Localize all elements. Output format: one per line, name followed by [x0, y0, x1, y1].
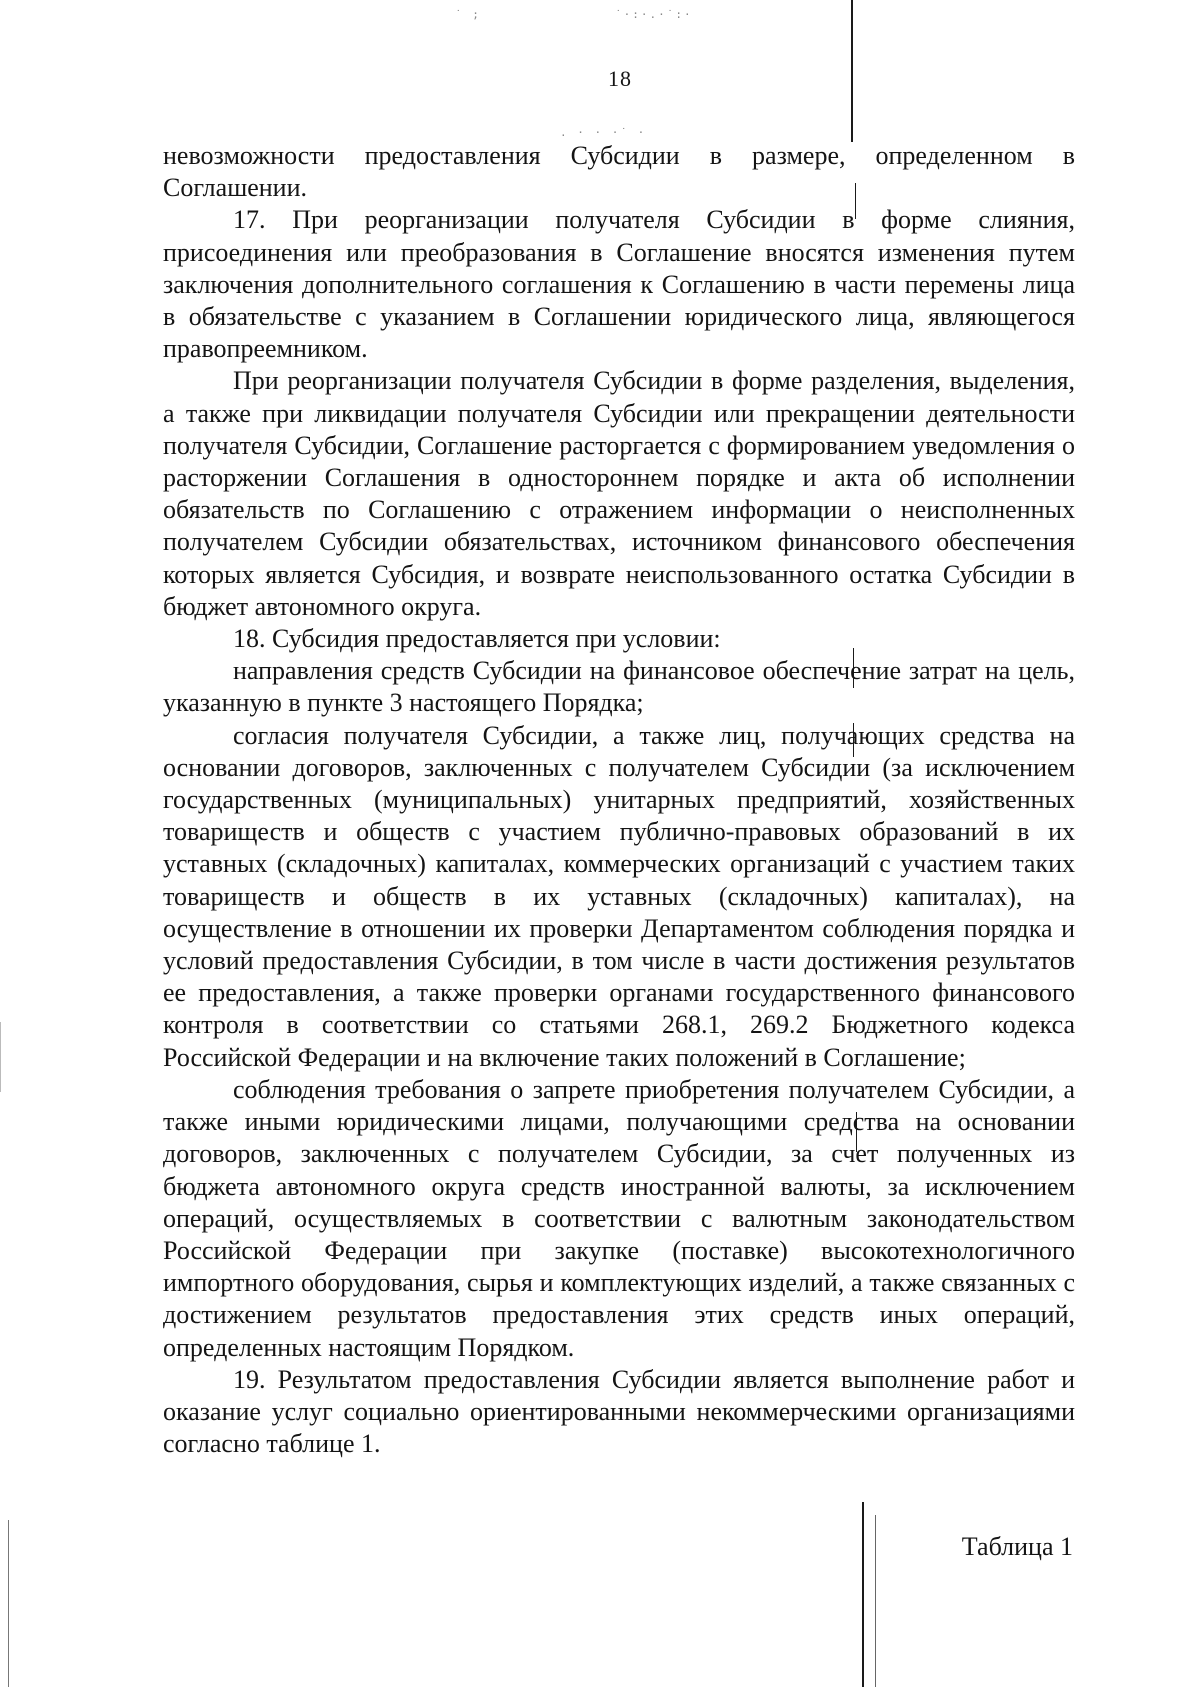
paragraph: невозможности предоставления Субсидии в размере, определенном в Соглашении. [163, 141, 1075, 203]
page-number: 18 [608, 66, 632, 91]
body-text [163, 140, 1075, 1460]
scan-artifact-line [0, 1022, 1, 1092]
scan-artifact-line [875, 1515, 876, 1687]
scan-artifact-line [8, 1520, 9, 1687]
paragraph: соблюдения требования о запрете приобретения получателем Субсидии, а также иными юридическими лицами, получающими средства на основании договоров, заключенных с получателем Субсидии, за счет полученных из бюджета автономного округа средств иностранной валюты, за исключением операций, осуществляемых в соответствии с валютным законодательством Российской Федерации при закупке (поставке) высокотехнологичного импортного оборудования, сырья и комплектующих изделий, а также связанных с достижением результатов предоставления этих средств иных операций, определенных настоящим Порядком. [163, 1074, 1075, 1362]
paragraph: При реорганизации получателя Субсидии в форме разделения, выделения, а также при ликвидации получателя Субсидии или прекращении деятельности получателя Субсидии, Соглашение расторгается с формированием уведомления о расторжении Соглашения в одностороннем порядке и акта об исполнении обязательств по Соглашению с отражением информации о неисполненных получателем Субсидии обязательствах, источником финансового обеспечения которых является Субсидия, и возврате неиспользованного остатка Субсидии в бюджет автономного округа. [163, 366, 1075, 621]
paragraph: 19. Результатом предоставления Субсидии является выполнение работ и оказание услуг социально ориентированными некоммерческими организациями согласно таблице 1. [163, 1364, 1075, 1459]
paragraph: 17. При реорганизации получателя Субсидии в форме слияния, присоединения или преобразования в Соглашение вносятся изменения путем заключения дополнительного соглашения к Соглашению в части перемены лица в обязательстве с указанием в Соглашении юридического лица, являющегося правопреемником. [163, 205, 1075, 364]
scan-artifact-speck: ˙·:·.·˙:· [615, 8, 693, 21]
scan-artifact-speck: ˙ ; [455, 8, 481, 21]
paragraph: 18. Субсидия предоставляется при условии: [233, 624, 721, 654]
table-caption: Таблица 1 [961, 1532, 1073, 1561]
scan-artifact-line [862, 1502, 864, 1687]
scan-artifact-speck: . · · ·˙ · [560, 126, 647, 139]
paragraph: согласия получателя Субсидии, а также лиц, получающих средства на основании договоров, заключенных с получателем Субсидии (за исключением государственных (муниципальных) унитарных предприятий, хозяйственных товариществ и обществ с участием публично-правовых образований в их уставных (складочных) капиталах, коммерческих организаций с участием таких товариществ и обществ в их уставных (складочных) капиталах), на осуществление в отношении их проверки Департаментом соблюдения порядка и условий предоставления Субсидии, в том числе в части достижения результатов ее предоставления, а также проверки органами государственного финансового контроля в соответствии со статьями 268.1, 269.2 Бюджетного кодекса Российской Федерации и на включение таких положений в Соглашение; [163, 720, 1075, 1072]
paragraph: направления средств Субсидии на финансовое обеспечение затрат на цель, указанную в пункте 3 настоящего Порядка; [163, 656, 1075, 718]
